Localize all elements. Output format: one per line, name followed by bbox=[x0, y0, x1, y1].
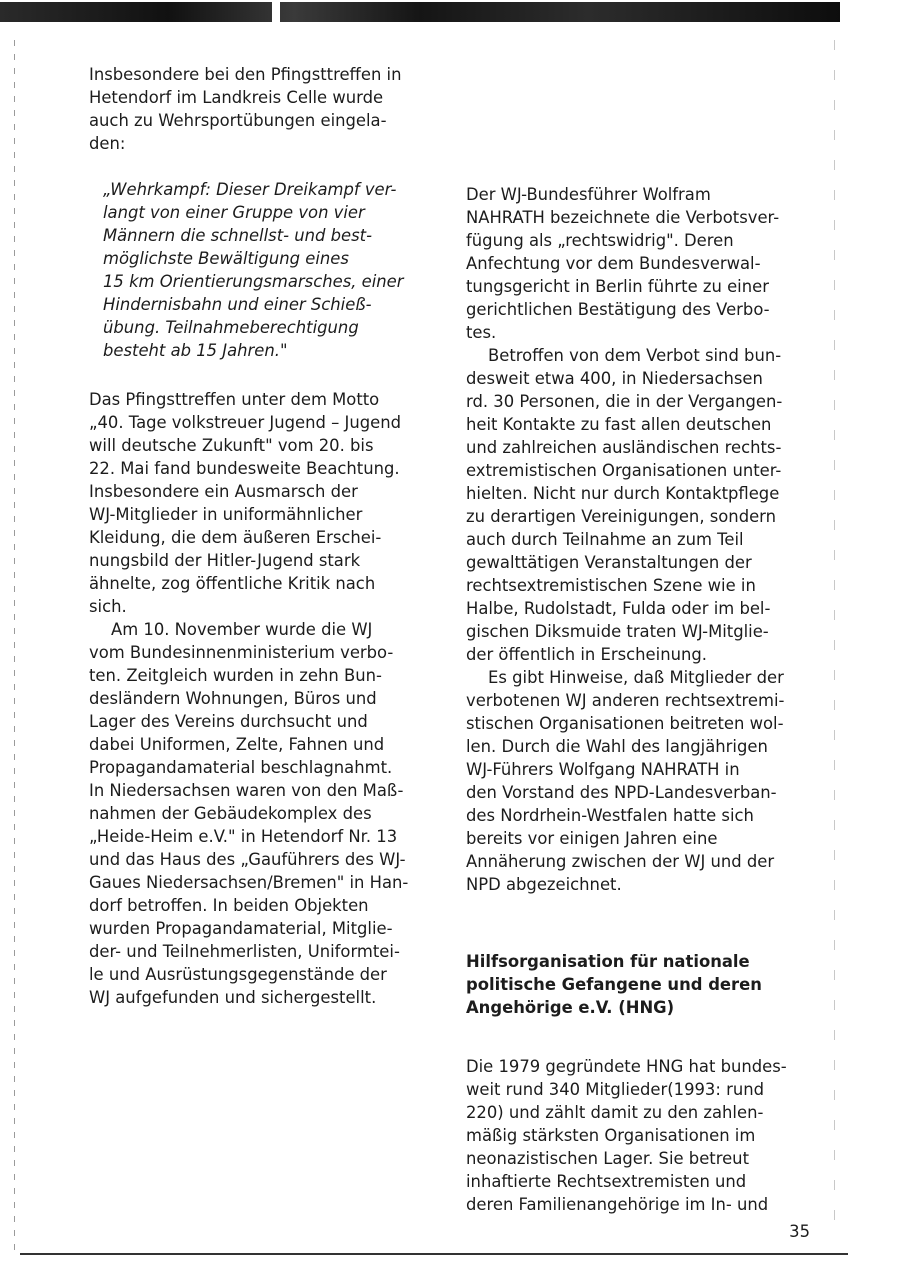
text-line: Gaues Niedersachsen/Bremen" in Han- bbox=[89, 873, 409, 892]
text-line: der öffentlich in Erscheinung. bbox=[466, 645, 707, 664]
text-line: 22. Mai fand bundesweite Beachtung. bbox=[89, 459, 400, 478]
left-column bbox=[89, 63, 439, 1009]
text-line: den Vorstand des NPD-Landesverban- bbox=[466, 783, 777, 802]
text-line: wurden Propagandamaterial, Mitglie- bbox=[89, 919, 393, 938]
text-line: übung. Teilnahmeberechtigung bbox=[103, 318, 359, 337]
heading-line: politische Gefangene und deren bbox=[466, 975, 762, 994]
text-line: dabei Uniformen, Zelte, Fahnen und bbox=[89, 735, 385, 754]
text-line: der- und Teilnehmerlisten, Uniformtei- bbox=[89, 942, 400, 961]
text-line: Propagandamaterial beschlagnahmt. bbox=[89, 758, 393, 777]
text-line: weit rund 340 Mitglieder(1993: rund bbox=[466, 1080, 765, 1099]
text-line: gischen Diksmuide traten WJ-Mitglie- bbox=[466, 622, 769, 641]
text-line: deren Familienangehörige im In- und bbox=[466, 1195, 769, 1214]
scan-left-edge bbox=[14, 40, 15, 1250]
text-line: nahmen der Gebäudekomplex des bbox=[89, 804, 372, 823]
hinweise-paragraph bbox=[466, 666, 811, 896]
text-line: Anfechtung vor dem Bundesverwal- bbox=[466, 254, 761, 273]
text-line: fügung als „rechtswidrig". Deren bbox=[466, 231, 734, 250]
text-line: Halbe, Rudolstadt, Fulda oder im bel- bbox=[466, 599, 771, 618]
text-line: möglichste Bewältigung eines bbox=[103, 249, 349, 268]
text-line: langt von einer Gruppe von vier bbox=[103, 203, 365, 222]
intro-paragraph bbox=[89, 63, 439, 155]
text-line: Insbesondere bei den Pfingsttreffen in bbox=[89, 65, 402, 84]
text-line: „Heide-Heim e.V." in Hetendorf Nr. 13 bbox=[89, 827, 398, 846]
text-line: NPD abgezeichnet. bbox=[466, 875, 622, 894]
text-line: Es gibt Hinweise, daß Mitglieder der bbox=[488, 668, 784, 687]
text-line: heit Kontakte zu fast allen deutschen bbox=[466, 415, 772, 434]
text-line: 220) und zählt damit zu den zahlen- bbox=[466, 1103, 764, 1122]
text-line: Lager des Vereins durchsucht und bbox=[89, 712, 368, 731]
text-line: le und Ausrüstungsgegenstände der bbox=[89, 965, 387, 984]
text-line: extremistischen Organisationen unter- bbox=[466, 461, 782, 480]
text-line: ähnelte, zog öffentliche Kritik nach bbox=[89, 574, 376, 593]
text-line: verbotenen WJ anderen rechtsextremi- bbox=[466, 691, 785, 710]
text-line: Betroffen von dem Verbot sind bun- bbox=[488, 346, 782, 365]
text-line: stischen Organisationen beitreten wol- bbox=[466, 714, 784, 733]
text-line: rechtsextremistischen Szene wie in bbox=[466, 576, 756, 595]
scan-right-edge bbox=[834, 40, 835, 1240]
text-line: desländern Wohnungen, Büros und bbox=[89, 689, 377, 708]
text-line: desweit etwa 400, in Niedersachsen bbox=[466, 369, 763, 388]
text-line: inhaftierte Rechtsextremisten und bbox=[466, 1172, 747, 1191]
right-column bbox=[466, 183, 811, 1216]
bundesfuehrer-paragraph bbox=[466, 183, 811, 344]
text-line: tungsgericht in Berlin führte zu einer bbox=[466, 277, 769, 296]
text-line: 15 km Orientierungsmarsches, einer bbox=[103, 272, 404, 291]
text-line: Annäherung zwischen der WJ und der bbox=[466, 852, 775, 871]
text-line: gewalttätigen Veranstaltungen der bbox=[466, 553, 752, 572]
text-line: will deutsche Zukunft" vom 20. bis bbox=[89, 436, 374, 455]
betroffen-paragraph bbox=[466, 344, 811, 666]
text-line: sich. bbox=[89, 597, 127, 616]
text-line: len. Durch die Wahl des langjährigen bbox=[466, 737, 768, 756]
text-line: auch zu Wehrsportübungen eingela- bbox=[89, 111, 387, 130]
text-line: WJ aufgefunden und sichergestellt. bbox=[89, 988, 377, 1007]
text-line: und zahlreichen ausländischen rechts- bbox=[466, 438, 782, 457]
text-line: mäßig stärksten Organisationen im bbox=[466, 1126, 756, 1145]
text-line: „40. Tage volkstreuer Jugend – Jugend bbox=[89, 413, 402, 432]
text-line: Hindernisbahn und einer Schieß- bbox=[103, 295, 372, 314]
text-line: hielten. Nicht nur durch Kontaktpflege bbox=[466, 484, 780, 503]
text-line: des Nordrhein-Westfalen hatte sich bbox=[466, 806, 754, 825]
text-line: WJ-Führers Wolfgang NAHRATH in bbox=[466, 760, 740, 779]
hng-paragraph bbox=[466, 1055, 811, 1216]
scan-top-bar bbox=[0, 2, 840, 22]
text-line: Der WJ-Bundesführer Wolfram bbox=[466, 185, 711, 204]
text-line: dorf betroffen. In beiden Objekten bbox=[89, 896, 369, 915]
text-line: und das Haus des „Gauführers des WJ- bbox=[89, 850, 406, 869]
text-line: Kleidung, die dem äußeren Erschei- bbox=[89, 528, 382, 547]
heading-line: Hilfsorganisation für nationale bbox=[466, 952, 750, 971]
text-line: besteht ab 15 Jahren." bbox=[103, 341, 288, 360]
text-line: Die 1979 gegründete HNG hat bundes- bbox=[466, 1057, 787, 1076]
text-line: zu derartigen Vereinigungen, sondern bbox=[466, 507, 777, 526]
text-line: „Wehrkampf: Dieser Dreikampf ver- bbox=[103, 180, 397, 199]
text-line: Hetendorf im Landkreis Celle wurde bbox=[89, 88, 384, 107]
heading-line: Angehörige e.V. (HNG) bbox=[466, 998, 675, 1017]
scan-top-bar-gap bbox=[272, 2, 280, 22]
text-line: auch durch Teilnahme an zum Teil bbox=[466, 530, 744, 549]
pfingsttreffen-paragraph bbox=[89, 388, 439, 618]
page-number: 35 bbox=[789, 1222, 810, 1241]
text-line: Am 10. November wurde die WJ bbox=[111, 620, 373, 639]
text-line: NAHRATH bezeichnete die Verbotsver- bbox=[466, 208, 780, 227]
section-heading bbox=[466, 950, 811, 1019]
text-line: vom Bundesinnenministerium verbo- bbox=[89, 643, 394, 662]
text-line: rd. 30 Personen, die in der Vergangen- bbox=[466, 392, 783, 411]
text-line: gerichtlichen Bestätigung des Verbo- bbox=[466, 300, 770, 319]
text-line: bereits vor einigen Jahren eine bbox=[466, 829, 718, 848]
text-line: den: bbox=[89, 134, 126, 153]
text-line: tes. bbox=[466, 323, 497, 342]
text-line: nungsbild der Hitler-Jugend stark bbox=[89, 551, 361, 570]
text-line: ten. Zeitgleich wurden in zehn Bun- bbox=[89, 666, 382, 685]
text-line: WJ-Mitglieder in uniformähnlicher bbox=[89, 505, 363, 524]
text-line: Männern die schnellst- und best- bbox=[103, 226, 373, 245]
text-line: Das Pfingsttreffen unter dem Motto bbox=[89, 390, 380, 409]
bottom-rule bbox=[20, 1253, 848, 1255]
text-line: Insbesondere ein Ausmarsch der bbox=[89, 482, 358, 501]
text-line: In Niedersachsen waren von den Maß- bbox=[89, 781, 404, 800]
text-line: neonazistischen Lager. Sie betreut bbox=[466, 1149, 749, 1168]
quote-paragraph bbox=[103, 178, 439, 362]
verbot-paragraph bbox=[89, 618, 439, 1009]
